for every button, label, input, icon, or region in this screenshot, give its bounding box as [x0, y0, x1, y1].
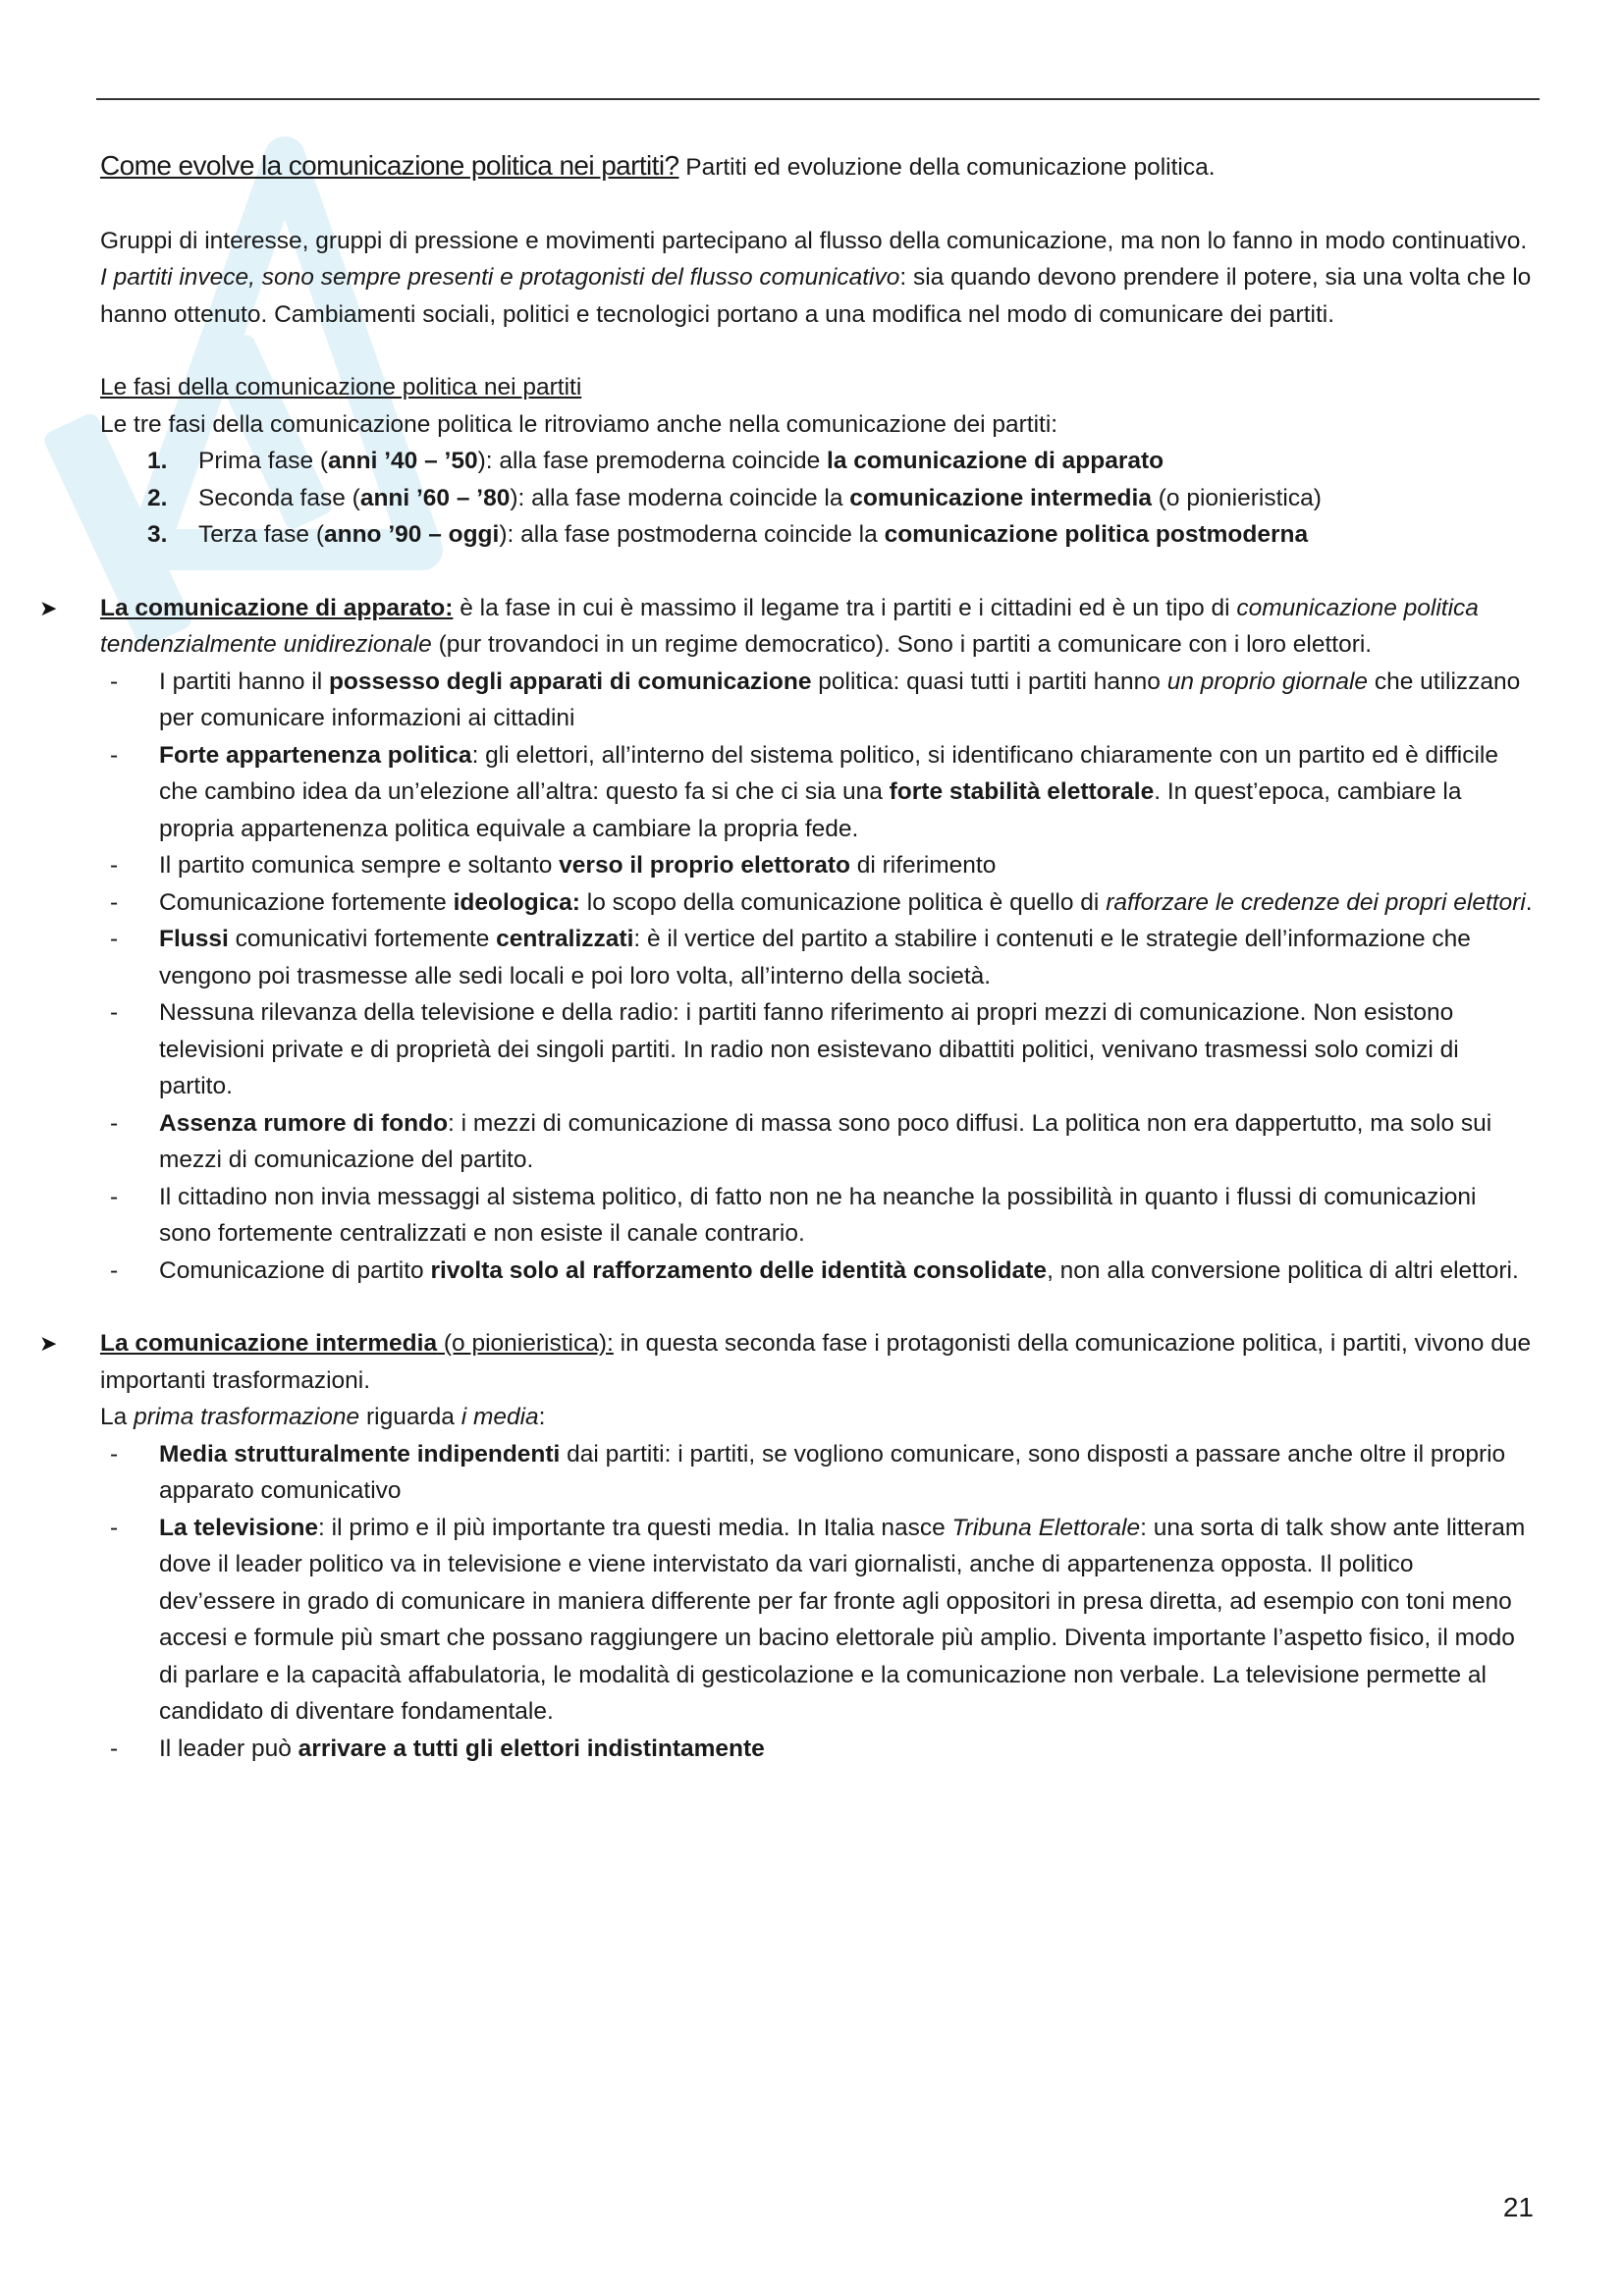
- lead-text: riguarda: [359, 1404, 461, 1430]
- phase-item: [100, 443, 1534, 480]
- section-intermedia: [39, 1325, 1534, 1767]
- bullet-italic: Tribuna Elettorale: [951, 1514, 1141, 1541]
- bullet-bold: forte stabilità elettorale: [889, 778, 1155, 805]
- list-item: [100, 1731, 1534, 1768]
- phase-number: 1.: [147, 448, 168, 474]
- intermedia-title-suffix: (o pionieristica):: [437, 1330, 614, 1357]
- apparato-title: La comunicazione di apparato:: [100, 594, 454, 621]
- bullet-text: lo scopo della comunicazione politica è quello di: [579, 888, 1107, 916]
- bullet-text: Il cittadino non invia messaggi al sistema politico, di fatto non ne ha neanche la possibilità in quanto i flussi di comunicazioni sono fortemente centralizzati e non esiste il canale contrario.: [159, 1183, 1477, 1247]
- phase-number: 3.: [147, 521, 168, 548]
- apparato-text: (pur trovandoci in un regime democratico). Sono i partiti a comunicare con i loro elettori.: [431, 631, 1373, 658]
- bullet-bold: Flussi: [159, 926, 229, 952]
- phase-bold: comunicazione intermedia: [849, 484, 1152, 511]
- list-item: [100, 664, 1534, 737]
- phase-years: anno ’90 – oggi: [324, 521, 500, 548]
- intermedia-bullets: [100, 1436, 1534, 1768]
- bullet-text: dai partiti: i partiti, se vogliono comunicare, sono disposti a passare anche oltre il proprio apparato comunicativo: [159, 1440, 1506, 1504]
- bullet-bold: rivolta solo al rafforzamento delle identità consolidate: [430, 1256, 1048, 1284]
- bullet-text: : una sorta di talk show ante litteram dove il leader politico va in televisione e viene intervistato da vari giornalisti, anche di appartenenza opposta. Il politico dev’essere in grado di comunicare in maniera differente per far fronte agli oppositori in presa diretta, ad esempio con toni meno accesi e formule più smart che possano raggiungere un bacino elettorale più amplio. Diventa importante l’aspetto fisico, il modo di parlare e la capacità affabulatoria, le modalità di gesticolazione e la comunicazione non verbale. La televisione permette al candidato di diventare fondamentale.: [159, 1514, 1526, 1725]
- bullet-text: : il primo e il più importante tra questi media. In Italia nasce: [318, 1514, 952, 1541]
- phase-item: [100, 480, 1534, 517]
- lead-text: :: [538, 1404, 546, 1430]
- intermedia-text: in questa seconda fase i protagonisti della comunicazione politica, i partiti, vivono due importanti trasformazioni.: [100, 1330, 1532, 1394]
- list-item: [100, 737, 1534, 848]
- title-line: [100, 147, 1534, 187]
- bullet-text: : gli elettori, all’interno del sistema politico, si identificano chiaramente con un partito ed è difficile che cambino idea da un’elezione all’altra: questo fa si che ci sia una: [159, 741, 1498, 805]
- page-number: 21: [1502, 2192, 1534, 2222]
- phase-item: [100, 516, 1534, 554]
- intermedia-title: La comunicazione intermedia: [100, 1330, 438, 1357]
- intro-paragraph: [100, 223, 1534, 334]
- bullet-text: Comunicazione fortemente: [159, 888, 454, 916]
- bullet-bold: centralizzati: [496, 926, 634, 952]
- phases-lead: Le tre fasi della comunicazione politica le ritroviamo anche nella comunicazione dei partiti:: [100, 410, 1058, 438]
- intro-text-1: Gruppi di interesse, gruppi di pressione e movimenti partecipano al flusso della comunicazione, ma non lo fanno in modo continuativo.: [100, 227, 1528, 254]
- bullet-text: politica: quasi tutti i partiti hanno: [811, 667, 1167, 695]
- bullet-text: : è il vertice del partito a stabilire i contenuti e le strategie dell’informazione che vengono poi trasmesse alle sedi locali e poi loro volta, all’interno della società.: [159, 926, 1471, 989]
- bullet-bold: verso il proprio elettorato: [559, 852, 850, 879]
- intro-text-2: I partiti invece, sono sempre presenti e protagonisti del flusso comunicativo: [100, 264, 900, 291]
- page-body: [39, 147, 1534, 1767]
- bullet-italic: un proprio giornale: [1166, 667, 1369, 695]
- bullet-text: .: [1525, 888, 1533, 916]
- list-item: [100, 1436, 1534, 1510]
- list-item: [100, 884, 1534, 922]
- phase-years: anni ’60 – ’80: [359, 484, 511, 511]
- intermedia-intro: [100, 1325, 1534, 1399]
- bullet-text: Il partito comunica sempre e soltanto: [159, 852, 560, 879]
- phases-list: [100, 443, 1534, 554]
- list-item: [100, 847, 1534, 884]
- section-apparato: [39, 590, 1534, 1290]
- list-item: [100, 1510, 1534, 1731]
- arrow-bullet-icon: ➤: [39, 1331, 58, 1356]
- lead-italic: i media: [460, 1404, 539, 1430]
- bullet-text: Comunicazione di partito: [159, 1256, 431, 1284]
- bullet-bold: La televisione: [159, 1514, 319, 1541]
- bullet-text: Il leader può: [159, 1735, 298, 1762]
- phase-text: (o pionieristica): [1151, 484, 1322, 511]
- apparato-intro: [100, 590, 1534, 664]
- phase-text: Terza fase (: [198, 521, 324, 548]
- bullet-text: , non alla conversione politica di altri elettori.: [1047, 1256, 1519, 1284]
- list-item: [100, 1253, 1534, 1290]
- list-item: [100, 1105, 1534, 1179]
- phase-text: ): alla fase premoderna coincide: [477, 448, 828, 474]
- phase-text: ): alla fase postmoderna coincide la: [499, 521, 885, 548]
- bullet-text: che utilizzano per comunicare informazioni ai cittadini: [159, 667, 1521, 731]
- bullet-bold: arrivare a tutti gli elettori indistintamente: [298, 1735, 765, 1762]
- page-title: Come evolve la comunicazione politica nei partiti?: [100, 150, 679, 181]
- bullet-text: Nessuna rilevanza della televisione e della radio: i partiti fanno riferimento ai propri mezzi di comunicazione. Non esistono televisioni private e di proprietà dei singoli partiti. In radio non esistevano dibattiti politici, venivano trasmessi solo comizi di partito.: [159, 999, 1459, 1099]
- bullet-text: . In quest’epoca, cambiare la propria appartenenza politica equivale a cambiare la propria fede.: [159, 778, 1462, 842]
- phase-years: anni ’40 – ’50: [328, 448, 478, 474]
- apparato-italic: comunicazione politica tendenzialmente unidirezionale: [100, 594, 1479, 658]
- bullet-text: : i mezzi di comunicazione di massa sono poco diffusi. La politica non era dappertutto, ma solo sui mezzi di comunicazione del partito.: [159, 1109, 1492, 1173]
- intro-text-3: : sia quando devono prendere il potere, sia una volta che lo hanno ottenuto. Cambiamenti sociali, politici e tecnologici portano a una modifica nel modo di comunicare dei partiti.: [100, 264, 1532, 328]
- list-item: [100, 1179, 1534, 1253]
- bullet-bold: Forte appartenenza politica: [159, 741, 472, 769]
- bullet-bold: possesso degli apparati di comunicazione: [328, 667, 812, 695]
- bullet-italic: rafforzare le credenze dei propri elettori: [1106, 888, 1526, 916]
- phase-text: Seconda fase (: [198, 484, 360, 511]
- bullet-bold: Media strutturalmente indipendenti: [159, 1440, 561, 1468]
- phase-bold: comunicazione politica postmoderna: [884, 521, 1309, 548]
- page-subtitle: Partiti ed evoluzione della comunicazione politica.: [685, 154, 1216, 181]
- bullet-bold: ideologica:: [453, 888, 580, 916]
- apparato-bullets: [100, 664, 1534, 1290]
- phase-text: ): alla fase moderna coincide la: [510, 484, 850, 511]
- list-item: [100, 921, 1534, 994]
- bullet-text: di riferimento: [849, 852, 997, 879]
- arrow-bullet-icon: ➤: [39, 595, 58, 620]
- apparato-text: è la fase in cui è massimo il legame tra i partiti e i cittadini ed è un tipo di: [453, 594, 1237, 621]
- phases-heading: Le fasi della comunicazione politica nei partiti: [100, 374, 582, 400]
- phase-bold: la comunicazione di apparato: [827, 448, 1164, 474]
- intermedia-lead: [100, 1399, 1534, 1436]
- lead-text: La: [100, 1404, 135, 1430]
- list-item: [100, 994, 1534, 1105]
- header-rule: [96, 98, 1540, 100]
- bullet-text: I partiti hanno il: [159, 667, 329, 695]
- phase-text: Prima fase (: [198, 448, 329, 474]
- lead-italic: prima trasformazione: [134, 1404, 360, 1430]
- bullet-bold: Assenza rumore di fondo: [159, 1109, 449, 1137]
- bullet-text: comunicativi fortemente: [228, 926, 497, 952]
- phase-number: 2.: [147, 484, 168, 511]
